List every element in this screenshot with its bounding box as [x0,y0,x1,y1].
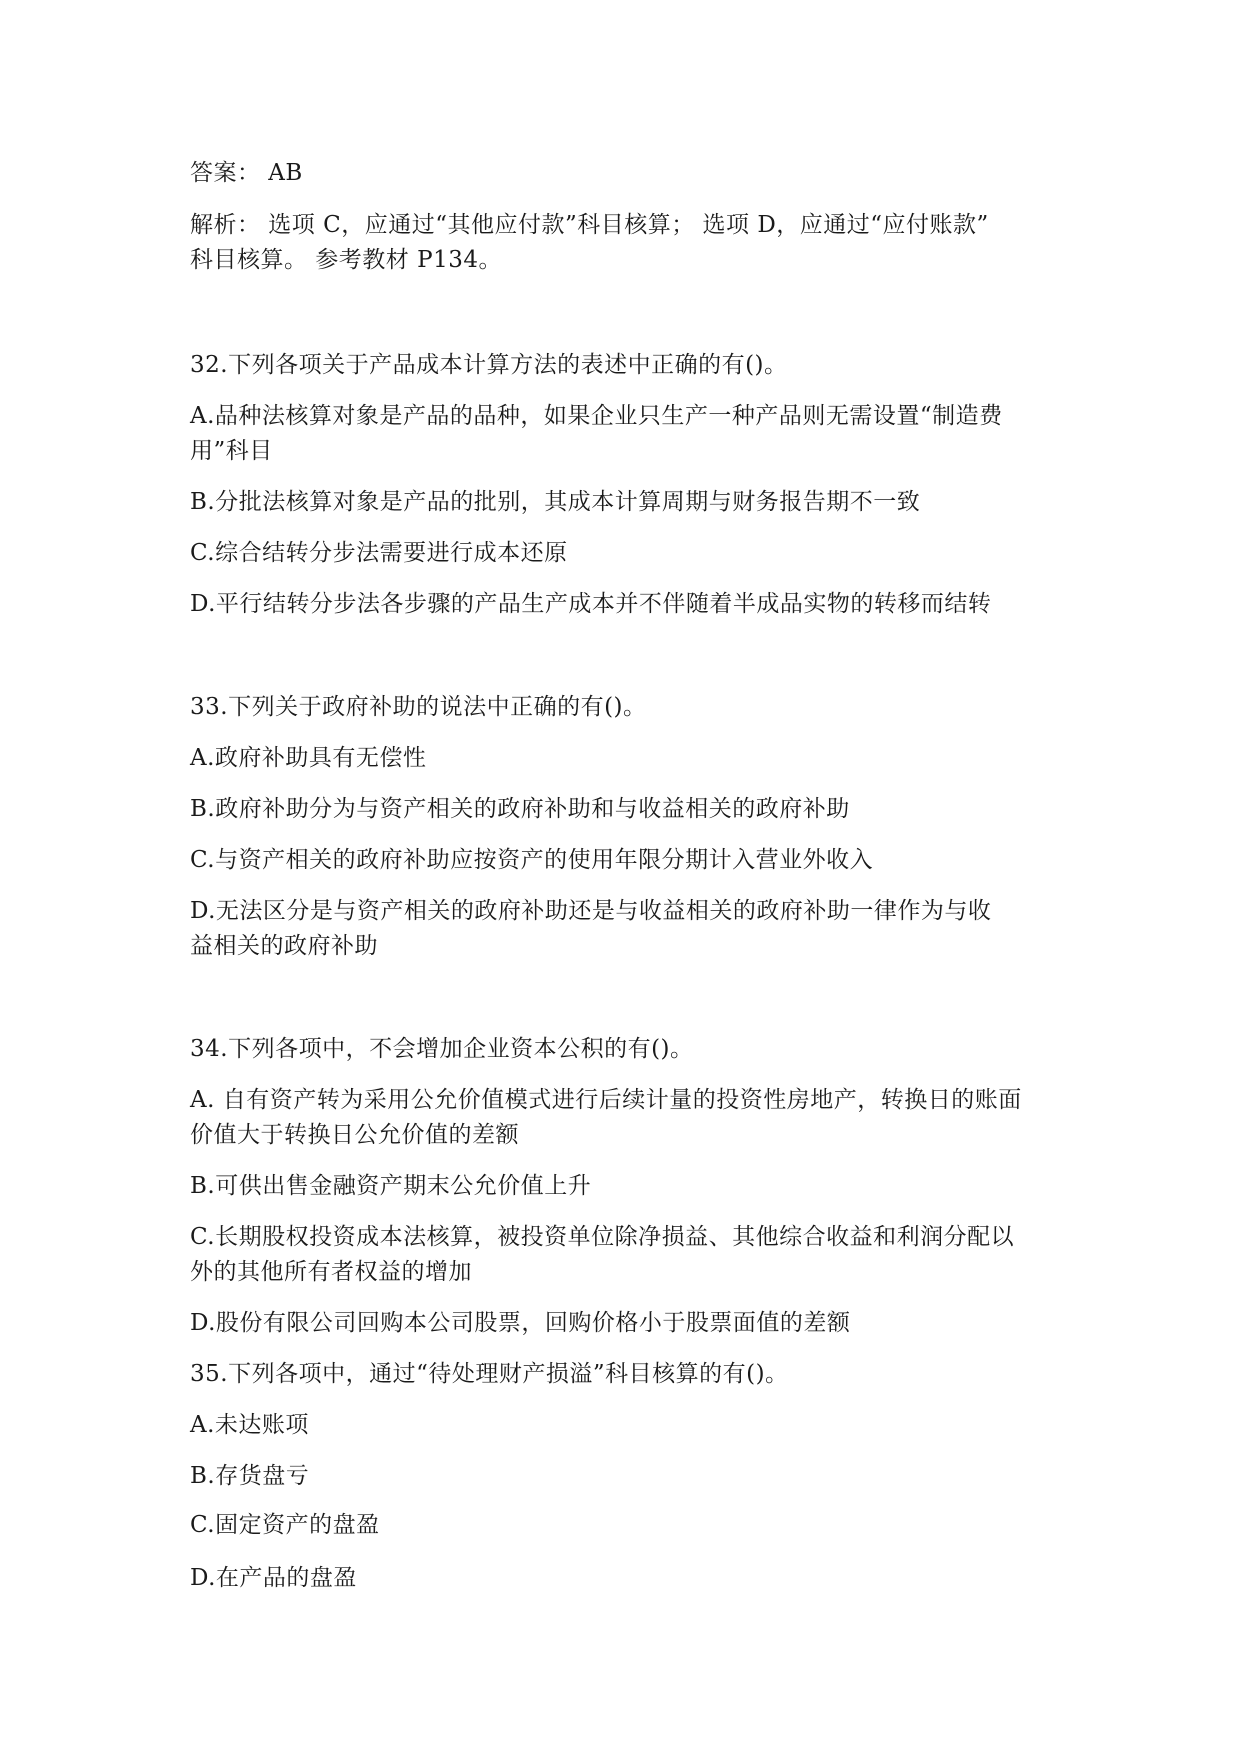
question-33-option-d-line-2: 益相关的政府补助 [190,933,378,959]
question-34-option-d: D.股份有限公司回购本公司股票，回购价格小于股票面值的差额 [190,1310,851,1336]
question-32-option-d: D.平行结转分步法各步骤的产品生产成本并不伴随着半成品实物的转移而结转 [190,591,992,617]
question-32-option-a-line-1: A.品种法核算对象是产品的品种，如果企业只生产一种产品则无需设置“制造费 [190,403,1003,429]
question-34-option-b: B.可供出售金融资产期末公允价值上升 [190,1173,592,1199]
question-33-stem: 33.下列关于政府补助的说法中正确的有()。 [190,694,647,720]
question-35-option-d: D.在产品的盘盈 [190,1565,357,1591]
analysis-line-1: 解析： 选项 C，应通过“其他应付款”科目核算； 选项 D，应通过“应付账款” [190,212,989,238]
answer-line: 答案： AB [190,160,303,186]
analysis-line-2: 科目核算。 参考教材 P134。 [190,247,502,273]
question-34-option-c-line-1: C.长期股权投资成本法核算，被投资单位除净损益、其他综合收益和利润分配以 [190,1224,1015,1250]
question-32-option-a-line-2: 用”科目 [190,438,273,464]
question-33-option-c: C.与资产相关的政府补助应按资产的使用年限分期计入营业外收入 [190,847,874,873]
question-35-option-a: A.未达账项 [190,1412,309,1438]
question-35-option-c: C.固定资产的盘盈 [190,1512,380,1538]
question-32-option-b: B.分批法核算对象是产品的批别，其成本计算周期与财务报告期不一致 [190,489,921,515]
question-33-option-a: A.政府补助具有无偿性 [190,745,427,771]
question-32-stem: 32.下列各项关于产品成本计算方法的表述中正确的有()。 [190,352,788,378]
question-34-option-a-line-2: 价值大于转换日公允价值的差额 [190,1122,519,1148]
question-34-option-a-line-1: A. 自有资产转为采用公允价值模式进行后续计量的投资性房地产，转换日的账面 [190,1087,1022,1113]
question-32-option-c: C.综合结转分步法需要进行成本还原 [190,540,568,566]
question-35-option-b: B.存货盘亏 [190,1463,310,1489]
question-35-stem: 35.下列各项中，通过“待处理财产损溢”科目核算的有()。 [190,1361,789,1387]
question-33-option-b: B.政府补助分为与资产相关的政府补助和与收益相关的政府补助 [190,796,850,822]
question-34-option-c-line-2: 外的其他所有者权益的增加 [190,1259,472,1285]
question-34-stem: 34.下列各项中，不会增加企业资本公积的有()。 [190,1036,694,1062]
question-33-option-d-line-1: D.无法区分是与资产相关的政府补助还是与收益相关的政府补助一律作为与收 [190,898,992,924]
